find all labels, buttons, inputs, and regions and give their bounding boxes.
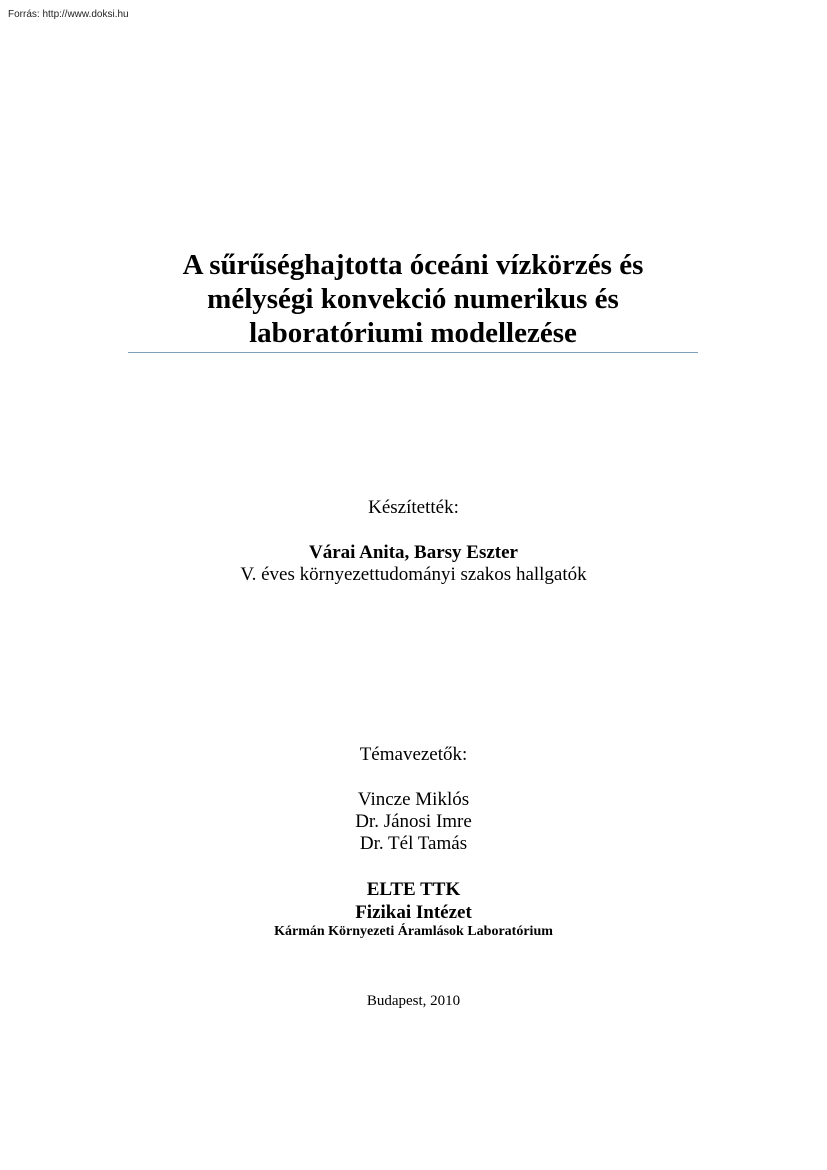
supervisor-1: Vincze Miklós [357, 789, 470, 810]
supervisors-label: Témavezetők: [359, 744, 468, 765]
place-date: Budapest, 2010 [366, 993, 461, 1009]
title-divider [128, 352, 698, 353]
supervisor-2: Dr. Jánosi Imre [355, 811, 472, 832]
source-note: Forrás: http://www.doksi.hu [8, 9, 129, 20]
title-line-3: laboratóriumi modellezése [249, 317, 577, 349]
institution-line-2: Fizikai Intézet [355, 902, 472, 923]
prepared-by-label: Készítették: [368, 497, 459, 518]
title-line-2: mélységi konvekció numerikus és [207, 283, 619, 315]
title-line-1: A sűrűséghajtotta óceáni vízkörzés és [182, 249, 644, 281]
authors: Várai Anita, Barsy Eszter [309, 542, 518, 563]
supervisor-3: Dr. Tél Tamás [359, 833, 468, 854]
document-title [128, 248, 698, 350]
institution-line-3: Kármán Környezeti Áramlások Laboratórium [274, 924, 553, 939]
author-role: V. éves környezettudományi szakos hallgatók [240, 564, 587, 585]
institution-line-1: ELTE TTK [366, 879, 461, 900]
